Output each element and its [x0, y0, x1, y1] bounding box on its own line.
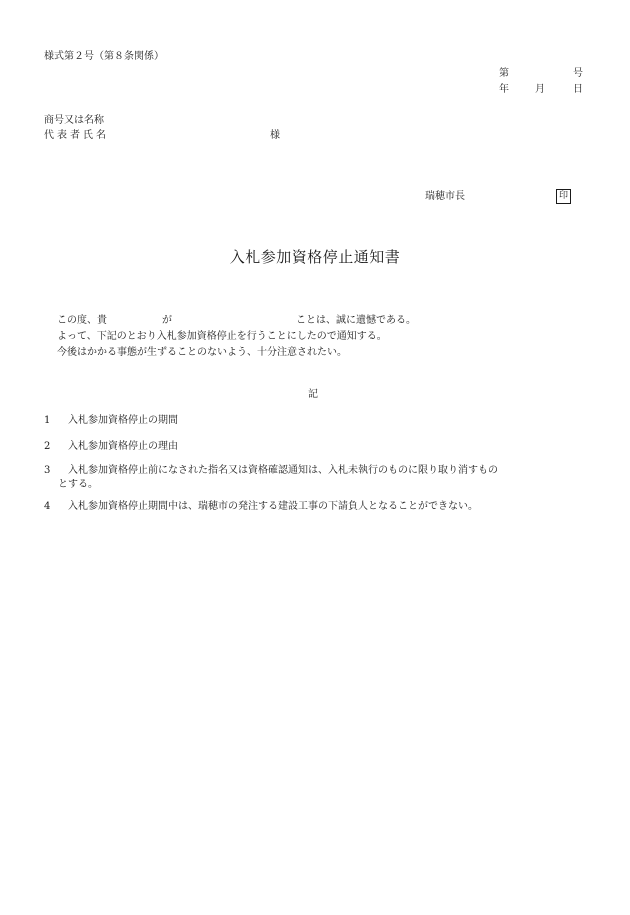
- number-prefix: 第: [499, 68, 509, 79]
- item-number: 1: [44, 415, 51, 426]
- item-text: 入札参加資格停止の期間: [68, 415, 178, 426]
- form-number-label: 様式第２号（第８条関係）: [44, 51, 164, 62]
- mayor-label: 瑞穂市長: [425, 191, 465, 202]
- date-year: 年: [499, 84, 509, 95]
- body-line3: 今後はかかる事態が生ずることのないよう、十分注意されたい。: [57, 347, 347, 358]
- number-suffix: 号: [573, 68, 583, 79]
- seal-mark: 印: [556, 189, 571, 204]
- body-line1-part2: が: [162, 315, 172, 326]
- trade-name-label: 商号又は名称: [44, 115, 104, 126]
- item-number: 3: [44, 465, 51, 476]
- date-month: 月: [535, 84, 545, 95]
- honorific: 様: [270, 130, 280, 141]
- body-line1-part1: この度、貴: [57, 315, 107, 326]
- item-text: 入札参加資格停止前になされた指名又は資格確認通知は、入札未執行のものに限り取り消すもの: [68, 465, 498, 476]
- item-text: 入札参加資格停止期間中は、瑞穂市の発注する建設工事の下請負人となることができない。: [68, 501, 478, 512]
- body-line2: よって、下記のとおり入札参加資格停止を行うことにしたので通知する。: [57, 331, 387, 342]
- ki-label: 記: [308, 389, 318, 400]
- item-number: 4: [44, 501, 51, 512]
- body-line1-part3: ことは、誠に遺憾である。: [296, 315, 416, 326]
- date-day: 日: [573, 84, 583, 95]
- item-text-continuation: とする。: [58, 479, 98, 490]
- item-text: 入札参加資格停止の理由: [68, 441, 178, 452]
- item-number: 2: [44, 441, 51, 452]
- document-title: 入札参加資格停止通知書: [229, 248, 401, 266]
- representative-label: 代表者氏名: [44, 130, 109, 141]
